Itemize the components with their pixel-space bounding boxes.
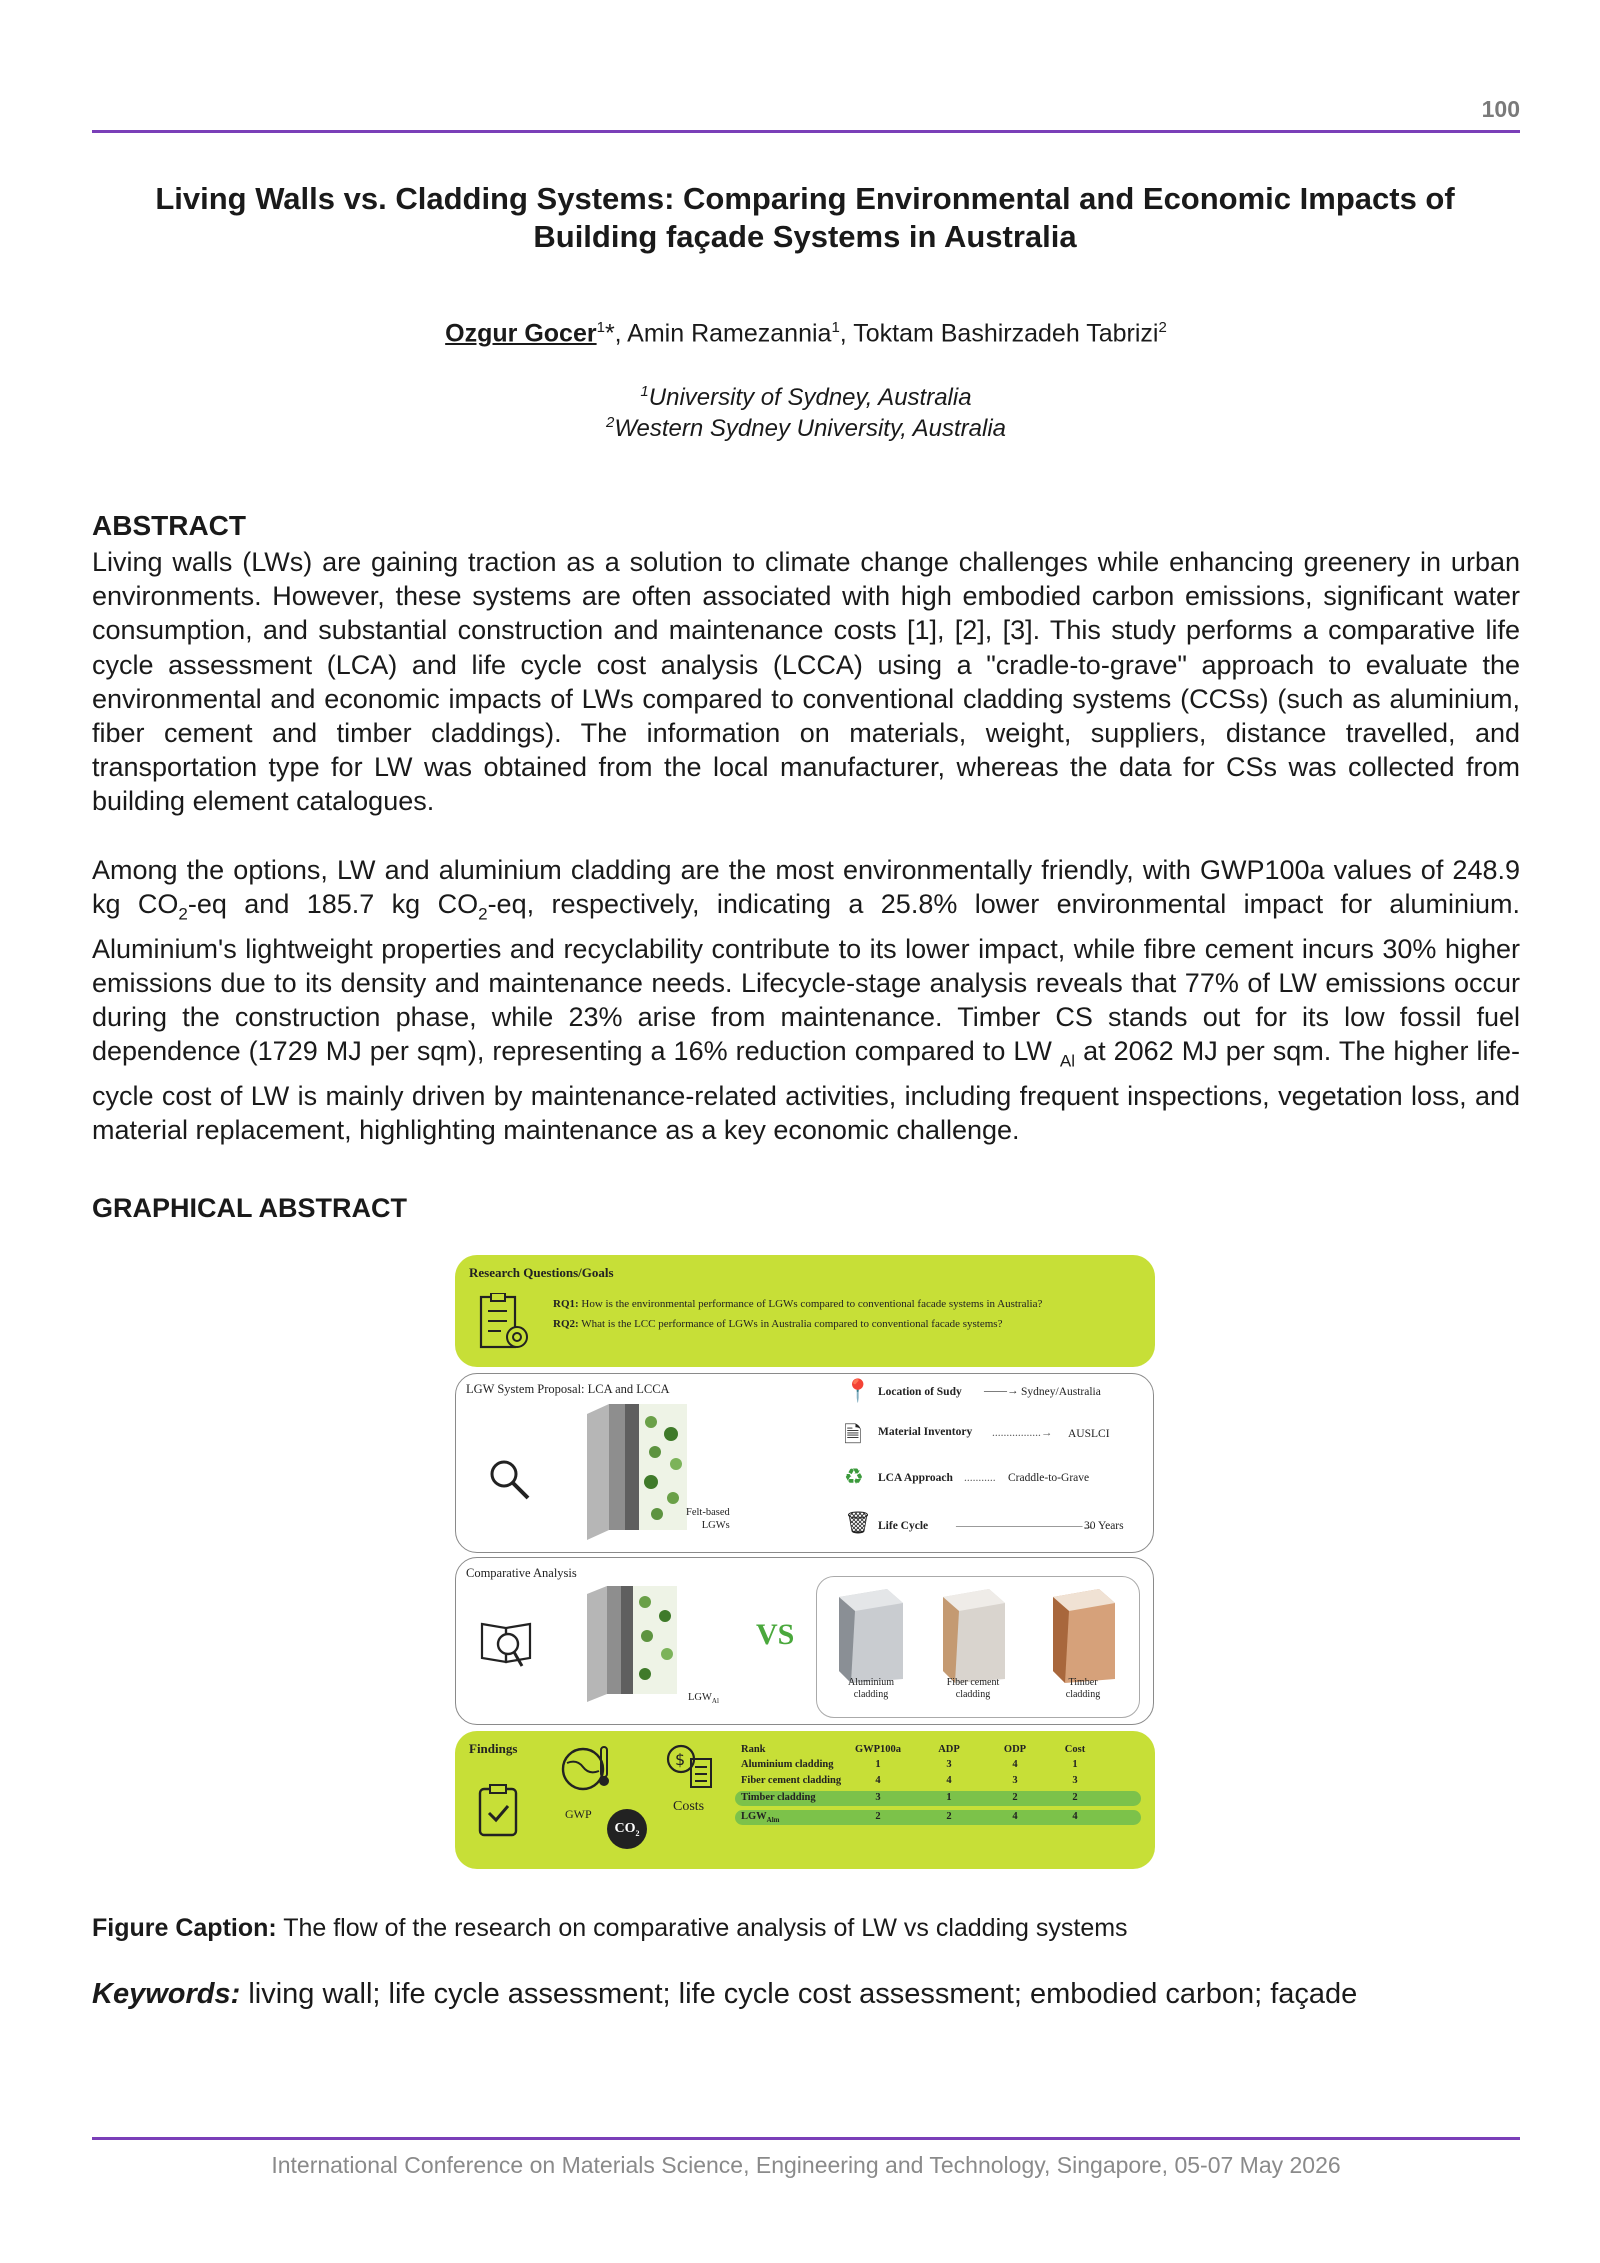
abstract-paragraph-2: Among the options, LW and aluminium cladding are the most environmentally friendly, with GWP100a values of 248.9 kg $CO_2-eq$ and 185.7 kg $CO_2-eq$, respectively, indicating a 25.8% lower environmental impact for aluminium. Aluminium's lightweight properties and recyclability contribute to its lower impact, while fibre cement incurs 30% higher emissions due to its density and maintenance needs. Lifecycle-stage analysis reveals that 77% of LW emissions occur during the construction phase, while 23% arise from maintenance. Timber CS stands out for its low fossil fuel dependence (1729 MJ per sqm), representing a 16% reduction compared to LW $_{Al}$ at 2062 MJ per sqm. The higher life-cycle cost of LW is mainly driven by maintenance-related activities, including frequent inspections, vegetation loss, and material replacement, highlighting maintenance as a key economic challenge. [92, 855, 1520, 1146]
aluminium-label: Aluminium cladding [847, 1677, 895, 1700]
findings-panel: Findings GWP $CO_2$ $ Costs Rank GWP100a ADP ODP Cost Aluminium cladding 1 3 4 1 Fiber cement cladding 4 4 3 3 Timber cladding 3 1 2 2 $LGW_{Alm}$ 2 2 4 4 [455, 1731, 1155, 1869]
graphical-abstract-heading: GRAPHICAL ABSTRACT [92, 1193, 407, 1223]
keywords: Keywords: living wall; life cycle assessment; life cycle cost assessment; embodied carbon; façade [92, 1978, 1358, 2010]
abstract-paragraph-1: Living walls (LWs) are gaining traction as a solution to climate change challenges while enhancing greenery in urban environments. However, these systems are often associated with high embodied carbon emissions, significant water consumption, and substantial construction and maintenance costs [1], [2], [3]. This study performs a comparative life cycle assessment (LCA) and life cycle cost analysis (LCCA) using a "cradle-to-grave" approach to evaluate the environmental and economic impacts of LWs compared to conventional cladding systems (CCSs) (such as aluminium, fiber cement and timber claddings). The information on materials, weight, suppliers, distance travelled, and transportation type for LW was obtained from the local manufacturer, whereas the data for CSs was collected from building element catalogues. [92, 547, 1520, 817]
book-search-icon [478, 1614, 538, 1674]
comparative-analysis-panel: Comparative Analysis $LGW_{Al}$ VS Aluminium cladding Fiber cement cladding Timber cladding [455, 1557, 1154, 1725]
graphical-abstract-figure [455, 1255, 1155, 1873]
lgw-al-label: $LGW_{Al}$ [688, 1692, 719, 1706]
table-row: Fiber cement cladding [741, 1775, 842, 1786]
affiliation-1: $^1$University of Sydney, Australia [640, 383, 972, 411]
fiber-cement-label: Fiber cement cladding [946, 1677, 1000, 1700]
author-name: Ozgur Gocer [445, 319, 597, 348]
aluminium-cladding-render [831, 1583, 911, 1683]
table-row: Timber cladding [741, 1792, 816, 1803]
table-row: Aluminium cladding [741, 1759, 834, 1770]
author-list: Ozgur Gocer$^1$*, Amin Ramezannia$^1$, Toktam Bashirzadeh Tabrizi$^2$ [445, 319, 1167, 348]
page-number: 100 [1481, 96, 1520, 122]
fiber-cement-cladding-render [933, 1583, 1013, 1683]
costs-label: Costs [673, 1799, 705, 1814]
lgw-proposal-panel: LGW System Proposal: LCA and LCCA Felt-based LGWs 📍 Location of Sudy ——→ Sydney/Australia 🗎 Material Inventory .................→ AUSLCI ♻ LCA Approach ........... Craddle-to-Grave 🗑 Life Cycle ———————————→ 30 Years [455, 1373, 1154, 1553]
vs-label: VS [756, 1618, 795, 1651]
bin-gear-icon: 🗑 [844, 1510, 872, 1535]
living-wall-render [581, 1402, 691, 1542]
rq1: RQ1: How is the environmental performance of LGWs compared to conventional facade systems in Australia? [553, 1298, 1043, 1310]
footer-rule [92, 2137, 1520, 2140]
header-rule [92, 130, 1520, 133]
clipboard-check-icon [477, 1783, 521, 1839]
rq2: RQ2: What is the LCC performance of LGWs in Australia compared to conventional facade systems? [553, 1318, 1003, 1330]
timber-label: Timber cladding [1065, 1677, 1101, 1700]
lgw-label: Felt-based LGWs [686, 1507, 730, 1531]
location-pin-icon: 📍 [844, 1378, 872, 1403]
globe-thermometer-icon [559, 1741, 619, 1795]
research-questions-panel: Research Questions/Goals RQ1: How is the environmental performance of LGWs compared to conventional facade systems in Australia? RQ2: What is the LCC performance of LGWs in Australia compared to conventional facade systems? [455, 1255, 1155, 1367]
magnifier-icon [488, 1458, 532, 1502]
paper-title: Living Walls vs. Cladding Systems: Comparing Environmental and Economic Impacts of Building façade Systems in Australia [155, 181, 1455, 254]
footer-text: International Conference on Materials Science, Engineering and Technology, Singapore, 05-07 May 2026 [271, 2152, 1341, 2178]
affiliation-2: $^2$Western Sydney University, Australia [605, 414, 1007, 442]
lgw-al-render [581, 1584, 681, 1704]
co2-cloud-icon: $CO_2$ [607, 1809, 647, 1849]
gwp-label: GWP [565, 1807, 592, 1821]
table-row: $LGW_{Alm}$ [741, 1811, 780, 1825]
checklist-target-icon [479, 1293, 531, 1353]
cost-calculator-icon [665, 1741, 715, 1791]
document-stack-icon: 🗎 [844, 1422, 862, 1447]
timber-cladding-render [1043, 1583, 1123, 1683]
cladding-box [816, 1576, 1140, 1718]
recycle-icon: ♻ [844, 1464, 864, 1489]
svg-text:$: $ [675, 1750, 686, 1769]
abstract-heading: ABSTRACT [92, 510, 246, 541]
figure-caption: Figure Caption: The flow of the research on comparative analysis of LW vs cladding systems [92, 1914, 1128, 1942]
